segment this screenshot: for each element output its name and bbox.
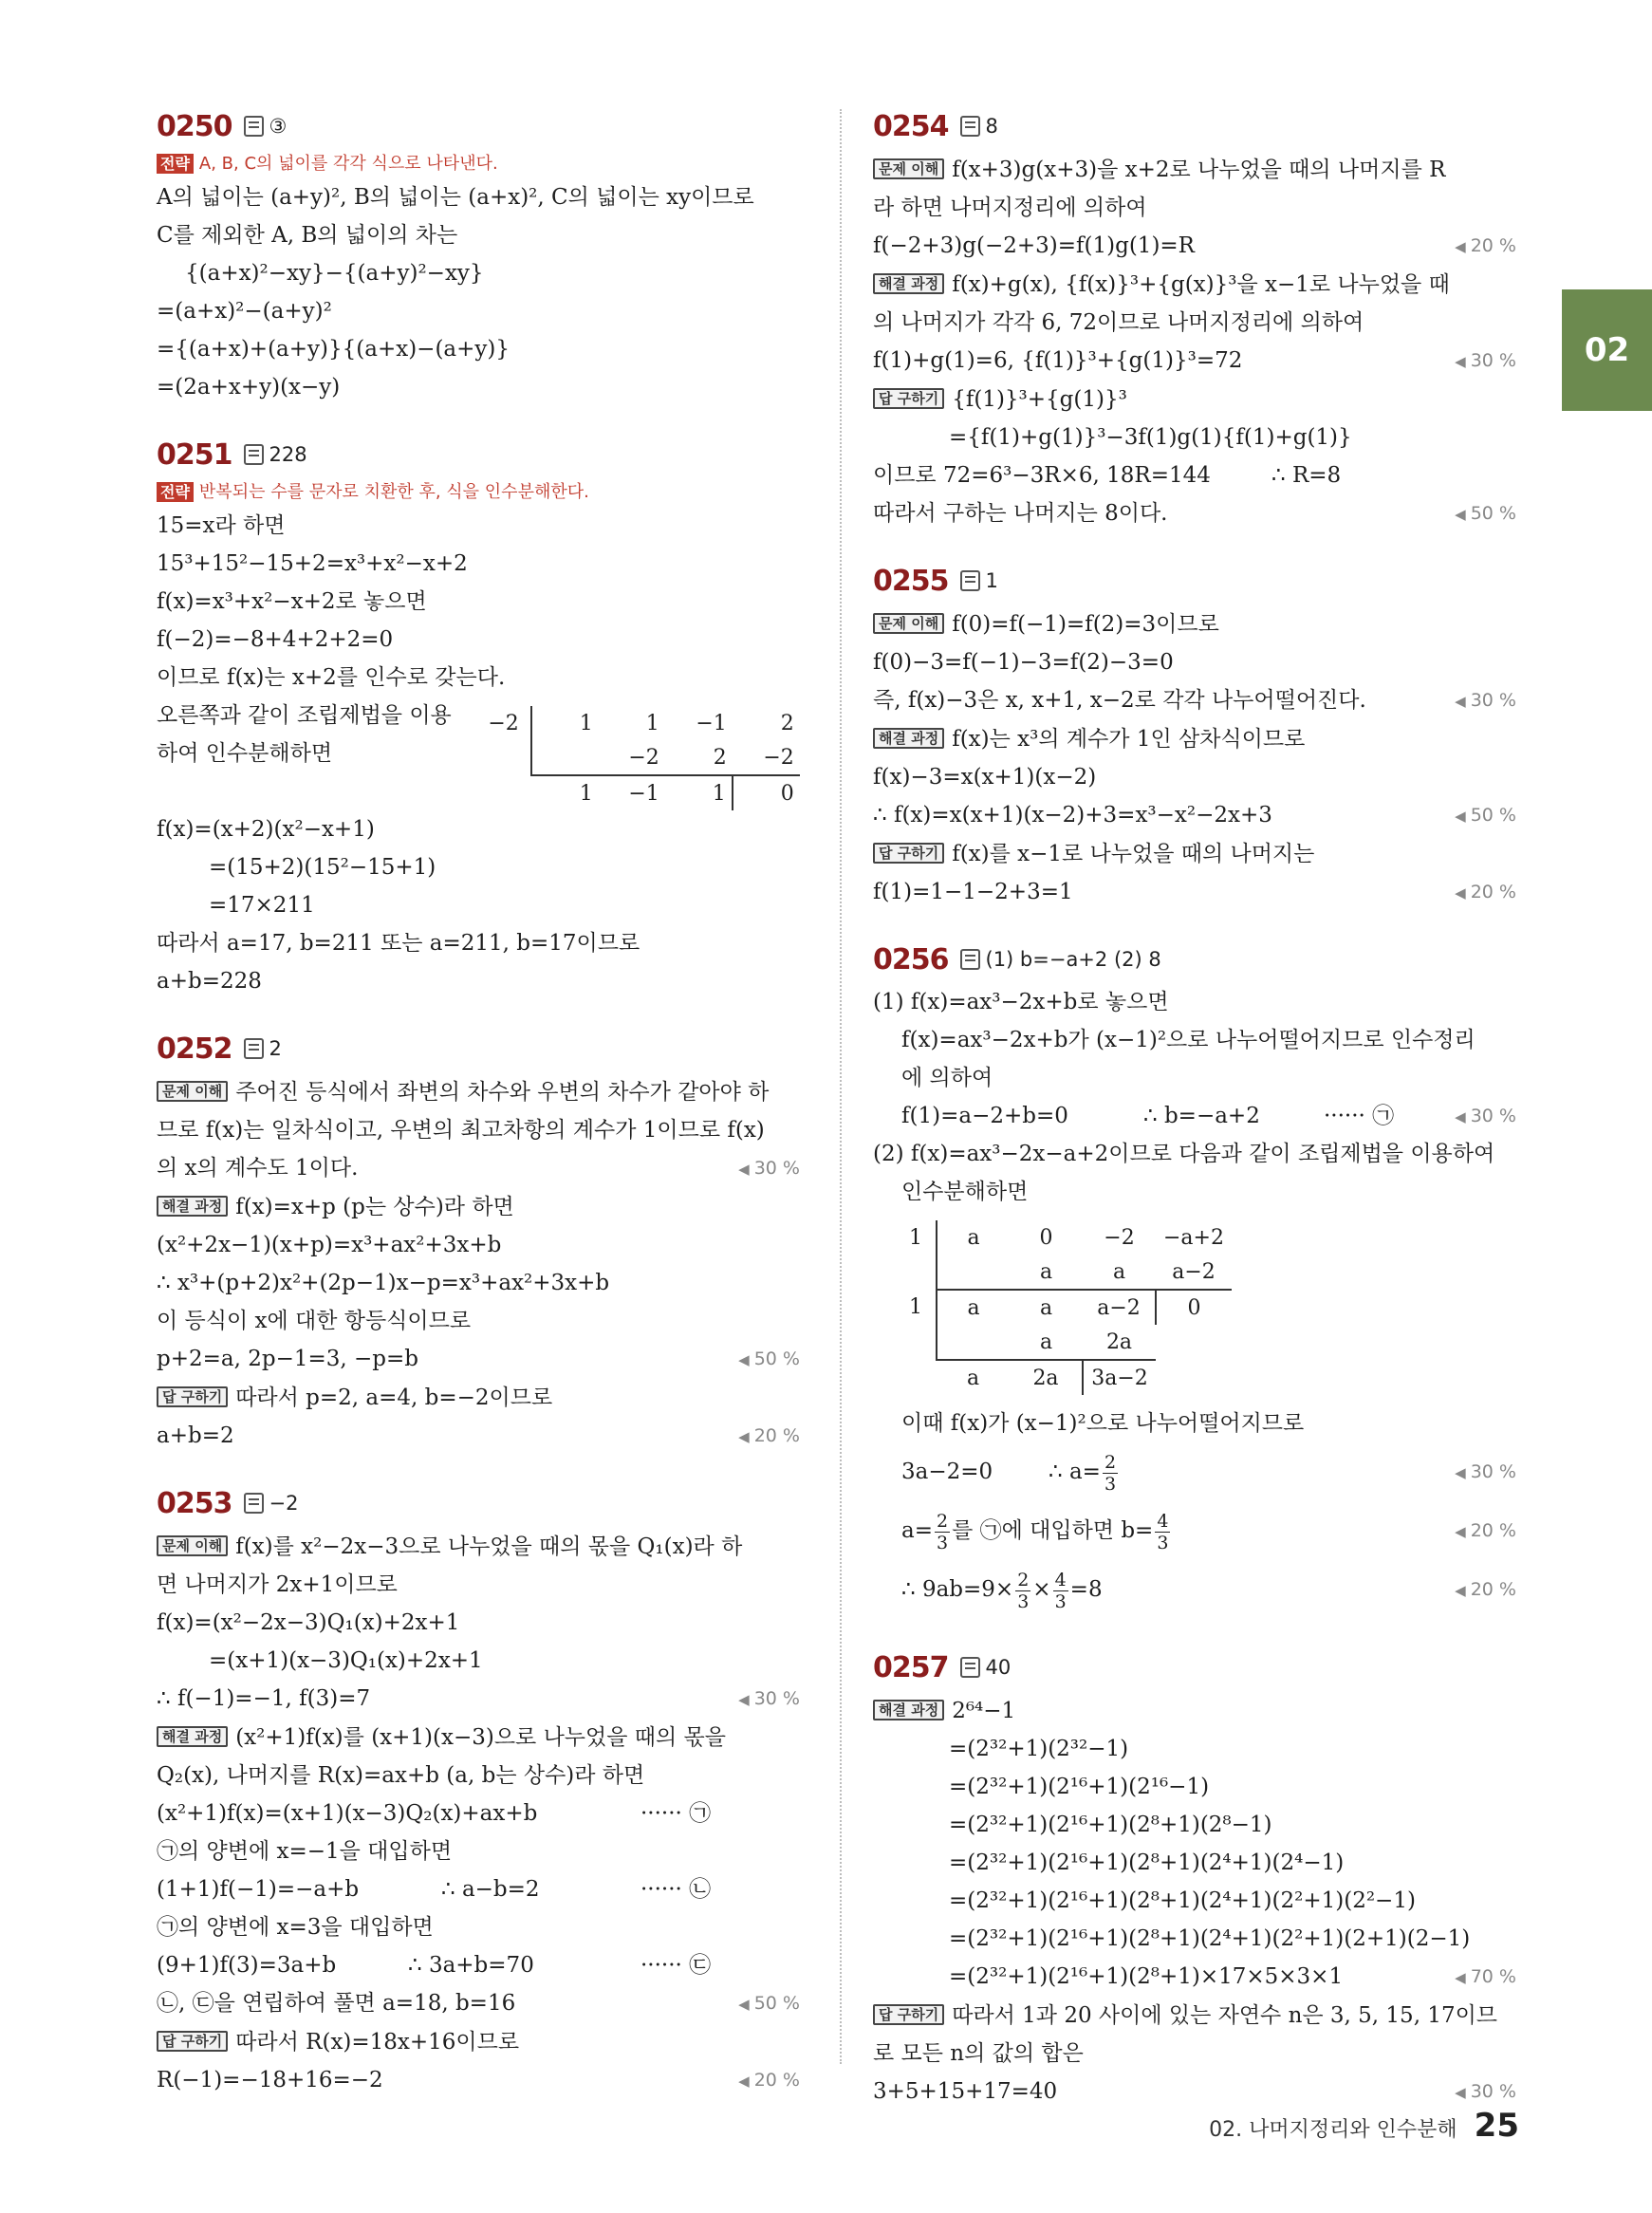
score-percent: ◀ 20 % [1455, 1520, 1516, 1541]
problem-0255 [873, 561, 1518, 911]
solution-line: 즉, f(x)−3은 x, x+1, x−2로 각각 나누어떨어진다. ◀ 30 % [873, 681, 1518, 719]
solution-line: =(2³²+1)(2¹⁶+1)(2⁸+1)(2⁴+1)(2²+1)(2²−1) [949, 1888, 1416, 1913]
answer: 1 [985, 569, 998, 592]
solution-line: Q₂(x), 나머지를 R(x)=ax+b (a, b는 상수)라 하면 [157, 1763, 645, 1788]
fraction: $\frac{4}{3}$ [1054, 1569, 1067, 1612]
solution-line: ∴ f(x)=x(x+1)(x−2)+3=x³−x²−2x+3 ◀ 50 % [873, 796, 1518, 834]
step-tag: 해결 과정 [873, 728, 944, 749]
answer-icon [960, 116, 980, 137]
solution-line: 해결 과정 f(x)는 x³의 계수가 1인 삼차식이므로 [873, 719, 1518, 758]
page-number: 25 [1474, 2107, 1519, 2145]
solution-line: ㉠의 양변에 x=3을 대입하면 [157, 1915, 434, 1940]
column-divider [840, 109, 842, 2064]
solution-line: 문제 이해 f(x+3)g(x+3)을 x+2로 나누었을 때의 나머지를 R [873, 150, 1518, 189]
problem-number: 0250 [157, 109, 232, 143]
solution-line: f(x)=x³+x²−x+2로 놓으면 [157, 589, 427, 614]
answer: 2 [269, 1037, 282, 1060]
solution-line: (x²+2x−1)(x+p)=x³+ax²+3x+b [157, 1233, 502, 1257]
solution-line: 이므로 72=6³−3R×6, 18R=144 ∴ R=8 [873, 463, 1342, 488]
step-tag: 답 구하기 [873, 388, 944, 409]
solution-line: =(2³²+1)(2³²−1) [949, 1737, 1129, 1761]
solution-line: 문제 이해 f(0)=f(−1)=f(2)=3이므로 [873, 604, 1518, 643]
score-percent: ◀ 30 % [1455, 1106, 1516, 1126]
problem-0254 [873, 106, 1518, 532]
solution-line: f(0)−3=f(−1)−3=f(2)−3=0 [873, 650, 1174, 675]
solution-line: 의 x의 계수도 1이다. ◀ 30 % [157, 1149, 802, 1187]
solution-line: 므로 f(x)는 일차식이고, 우변의 최고차항의 계수가 1이므로 f(x) [157, 1118, 765, 1143]
problem-number: 0254 [873, 109, 949, 143]
solution-line: =(x+1)(x−3)Q₁(x)+2x+1 [209, 1648, 483, 1673]
problem-0252 [157, 1029, 802, 1455]
step-tag: 문제 이해 [157, 1535, 228, 1556]
solution-line: 이므로 f(x)는 x+2를 인수로 갖는다. [157, 665, 506, 690]
step-tag: 해결 과정 [873, 1700, 944, 1720]
solution-line: 답 구하기 f(x)를 x−1로 나누었을 때의 나머지는 [873, 834, 1518, 873]
solution-line: (2) f(x)=ax³−2x−a+2이므로 다음과 같이 조립제법을 이용하여 [873, 1142, 1495, 1166]
solution-line: f(x)=ax³−2x+b가 (x−1)²으로 나누어떨어지므로 인수정리 [901, 1028, 1476, 1052]
solution-line: a= $\frac{2}{3}$ 를 ㉠에 대입하면 b= $\frac{4}{3}$ ◀ 20 % [873, 1501, 1518, 1560]
solution-line: 15³+15²−15+2=x³+x²−x+2 [157, 551, 468, 576]
problem-number: 0257 [873, 1650, 949, 1684]
score-percent: ◀ 30 % [738, 1688, 800, 1709]
solution-line: ∴ f(−1)=−1, f(3)=7 ◀ 30 % [157, 1680, 802, 1718]
score-percent: ◀ 20 % [1455, 882, 1516, 902]
problem-number: 0256 [873, 942, 949, 976]
score-percent: ◀ 50 % [738, 1348, 800, 1369]
step-tag: 문제 이해 [873, 158, 944, 179]
score-percent: ◀ 20 % [1455, 235, 1516, 256]
answer: ③ [269, 115, 288, 138]
step-tag: 문제 이해 [157, 1081, 228, 1102]
solution-line: ={(a+x)+(a+y)}{(a+x)−(a+y)} [157, 337, 510, 362]
answer: 228 [269, 443, 307, 466]
score-percent: ◀ 30 % [1455, 1461, 1516, 1482]
solution-line: 인수분해하면 [901, 1180, 1029, 1204]
problem-0253 [157, 1483, 802, 2099]
solution-line: f(1)=1−1−2+3=1 ◀ 20 % [873, 873, 1518, 911]
answer: (1) b=−a+2 (2) 8 [985, 948, 1161, 971]
solution-line: 라 하면 나머지정리에 의하여 [873, 195, 1147, 220]
solution-line: 해결 과정 (x²+1)f(x)를 (x+1)(x−3)으로 나누었을 때의 몫을 [157, 1718, 802, 1757]
score-percent: ◀ 30 % [1455, 690, 1516, 711]
solution-line: =(2³²+1)(2¹⁶+1)(2⁸+1)×17×5×3×1 ◀ 70 % [873, 1958, 1518, 1996]
solution-line: ㉠의 양변에 x=−1을 대입하면 [157, 1839, 453, 1864]
solution-line: 의 나머지가 각각 6, 72이므로 나머지정리에 의하여 [873, 310, 1364, 335]
solution-line: 따라서 구하는 나머지는 8이다. ◀ 50 % [873, 494, 1518, 532]
solution-line: f(x)=(x+2)(x²−x+1) [157, 817, 375, 842]
problem-0250 [157, 106, 802, 406]
synthetic-division-table: −2 1 1 −1 2 −2 2 −2 1 −1 1 0 [475, 706, 800, 810]
solution-line: 이때 f(x)가 (x−1)²으로 나누어떨어지므로 [901, 1411, 1305, 1436]
synthetic-division-table: 1 a 0 −2 −a+2 a a a−2 1 a a a−2 0 a 2a a 2a 3a−2 [901, 1220, 1232, 1395]
fraction: $\frac{2}{3}$ [936, 1510, 949, 1553]
solution-line: f(1)+g(1)=6, {f(1)}³+{g(1)}³=72 ◀ 30 % [873, 342, 1518, 380]
score-percent: ◀ 20 % [738, 2070, 800, 2091]
answer: −2 [269, 1492, 299, 1515]
right-column [873, 106, 1518, 2139]
answer: 8 [985, 115, 998, 138]
solution-line: 3a−2=0 ∴ a= $\frac{2}{3}$ ◀ 30 % [873, 1442, 1518, 1501]
problem-0256 [873, 939, 1518, 1619]
solution-line: 답 구하기 따라서 R(x)=18x+16이므로 [157, 2022, 802, 2061]
step-tag: 해결 과정 [873, 273, 944, 294]
solution-line: f(−2+3)g(−2+3)=f(1)g(1)=R ◀ 20 % [873, 227, 1518, 265]
solution-line: =(2³²+1)(2¹⁶+1)(2⁸+1)(2⁸−1) [949, 1813, 1272, 1837]
fraction: $\frac{2}{3}$ [1017, 1569, 1030, 1612]
solution-line: a+b=2 ◀ 20 % [157, 1417, 802, 1455]
step-tag: 해결 과정 [157, 1196, 228, 1217]
score-percent: ◀ 20 % [738, 1425, 800, 1446]
score-percent: ◀ 30 % [738, 1158, 800, 1179]
left-column [157, 106, 802, 2128]
solution-line: =(2³²+1)(2¹⁶+1)(2⁸+1)(2⁴+1)(2⁴−1) [949, 1850, 1345, 1875]
solution-line: 문제 이해 f(x)를 x²−2x−3으로 나누었을 때의 몫을 Q₁(x)라 하 [157, 1527, 802, 1566]
solution-line: 답 구하기 따라서 p=2, a=4, b=−2이므로 [157, 1378, 802, 1417]
solution-line: f(−2)=−8+4+2+2=0 [157, 627, 394, 652]
solution-line: 3+5+15+17=40 ◀ 30 % [873, 2073, 1518, 2111]
solution-line: 오른쪽과 같이 조립제법을 이용 [157, 703, 452, 728]
problem-number: 0253 [157, 1486, 232, 1520]
solution-line: =(2³²+1)(2¹⁶+1)(2¹⁶−1) [949, 1775, 1210, 1799]
fraction: $\frac{4}{3}$ [1157, 1510, 1169, 1553]
solution-line: 에 의하여 [901, 1066, 993, 1090]
problem-number: 0252 [157, 1032, 232, 1066]
score-percent: ◀ 50 % [738, 1993, 800, 2014]
solution-line: ∴ x³+(p+2)x²+(2p−1)x−p=x³+ax²+3x+b [157, 1271, 610, 1295]
solution-line: ∴ 9ab=9× $\frac{2}{3}$ × $\frac{4}{3}$ =8 ◀ 20 % [873, 1560, 1518, 1619]
step-tag: 답 구하기 [873, 843, 944, 864]
chapter-title: 02. 나머지정리와 인수분해 [1209, 2118, 1457, 2142]
solution-line: a+b=228 [157, 969, 262, 994]
strategy: 전략 A, B, C의 넓이를 각각 식으로 나타낸다. [157, 150, 802, 178]
solution-line: ={f(1)+g(1)}³−3f(1)g(1){f(1)+g(1)} [949, 425, 1352, 450]
solution-line: f(1)=a−2+b=0 ∴ b=−a+2 ······ ㉠ ◀ 30 % [873, 1097, 1518, 1135]
score-percent: ◀ 20 % [1455, 1579, 1516, 1600]
solution-line: 답 구하기 따라서 1과 20 사이에 있는 자연수 n은 3, 5, 15, 17이므 [873, 1996, 1518, 2035]
solution-line: =(a+x)²−(a+y)² [157, 299, 332, 324]
solution-line: A의 넓이는 (a+y)², B의 넓이는 (a+x)², C의 넓이는 xy이므로 [157, 185, 754, 210]
chapter-tab: 02 [1562, 289, 1652, 411]
solution-line: p+2=a, 2p−1=3, −p=b ◀ 50 % [157, 1340, 802, 1378]
problem-0257 [873, 1647, 1518, 2111]
solution-line: =(2a+x+y)(x−y) [157, 375, 341, 400]
solution-line: R(−1)=−18+16=−2 ◀ 20 % [157, 2061, 802, 2099]
answer-icon [960, 570, 980, 591]
step-tag: 문제 이해 [873, 613, 944, 634]
answer-icon [960, 949, 980, 970]
step-tag: 답 구하기 [157, 1386, 228, 1407]
score-percent: ◀ 50 % [1455, 503, 1516, 524]
solution-line: (1+1)f(−1)=−a+b ∴ a−b=2 ······ ㉡ [157, 1877, 712, 1902]
solution-line: (9+1)f(3)=3a+b ∴ 3a+b=70 ······ ㉢ [157, 1953, 712, 1978]
answer-icon [244, 116, 264, 137]
strategy: 전략 반복되는 수를 문자로 치환한 후, 식을 인수분해한다. [157, 478, 802, 507]
solution-line: =(15+2)(15²−15+1) [209, 855, 436, 880]
score-percent: ◀ 70 % [1455, 1966, 1516, 1987]
solution-line: 따라서 a=17, b=211 또는 a=211, b=17이므로 [157, 931, 640, 956]
step-tag: 답 구하기 [873, 2004, 944, 2025]
solution-line: f(x)−3=x(x+1)(x−2) [873, 765, 1097, 790]
step-tag: 답 구하기 [157, 2031, 228, 2052]
score-percent: ◀ 50 % [1455, 805, 1516, 826]
solution-line: {(a+x)²−xy}−{(a+y)²−xy} [185, 261, 484, 286]
answer-icon [244, 1493, 264, 1514]
answer-icon [244, 444, 264, 465]
solution-line: f(x)=(x²−2x−3)Q₁(x)+2x+1 [157, 1610, 460, 1635]
answer-icon [960, 1657, 980, 1678]
score-percent: ◀ 30 % [1455, 2081, 1516, 2102]
solution-line: =17×211 [209, 893, 315, 918]
problem-number: 0255 [873, 564, 949, 598]
answer: 40 [985, 1656, 1012, 1679]
solution-line: ㉡, ㉢을 연립하여 풀면 a=18, b=16 ◀ 50 % [157, 1984, 802, 2022]
problem-0251 [157, 435, 802, 1000]
solution-line: 해결 과정 f(x)+g(x), {f(x)}³+{g(x)}³을 x−1로 나누었을 때 [873, 265, 1518, 304]
problem-number: 0251 [157, 437, 232, 472]
fraction: $\frac{2}{3}$ [1104, 1451, 1117, 1495]
solution-line: 15=x라 하면 [157, 513, 286, 538]
solution-line: 이 등식이 x에 대한 항등식이므로 [157, 1309, 472, 1333]
solution-line: 로 모든 n의 값의 합은 [873, 2041, 1084, 2066]
solution-line: 해결 과정 2⁶⁴−1 [873, 1691, 1518, 1730]
score-percent: ◀ 30 % [1455, 350, 1516, 371]
solution-line: C를 제외한 A, B의 넓이의 차는 [157, 223, 458, 248]
step-tag: 해결 과정 [157, 1726, 228, 1747]
solution-line: 문제 이해 주어진 등식에서 좌변의 차수와 우변의 차수가 같아야 하 [157, 1072, 802, 1111]
solution-line: 답 구하기 {f(1)}³+{g(1)}³ [873, 380, 1518, 418]
solution-line: (1) f(x)=ax³−2x+b로 놓으면 [873, 990, 1169, 1014]
solution-line: 면 나머지가 2x+1이므로 [157, 1572, 398, 1597]
page-footer [1209, 2107, 1519, 2145]
solution-line: (x²+1)f(x)=(x+1)(x−3)Q₂(x)+ax+b ······ ㉠ [157, 1801, 712, 1826]
solution-line: 하여 인수분해하면 [157, 741, 333, 766]
solution-line: =(2³²+1)(2¹⁶+1)(2⁸+1)(2⁴+1)(2²+1)(2+1)(2−1) [949, 1926, 1471, 1951]
answer-icon [244, 1038, 264, 1059]
solution-line: 해결 과정 f(x)=x+p (p는 상수)라 하면 [157, 1187, 802, 1226]
